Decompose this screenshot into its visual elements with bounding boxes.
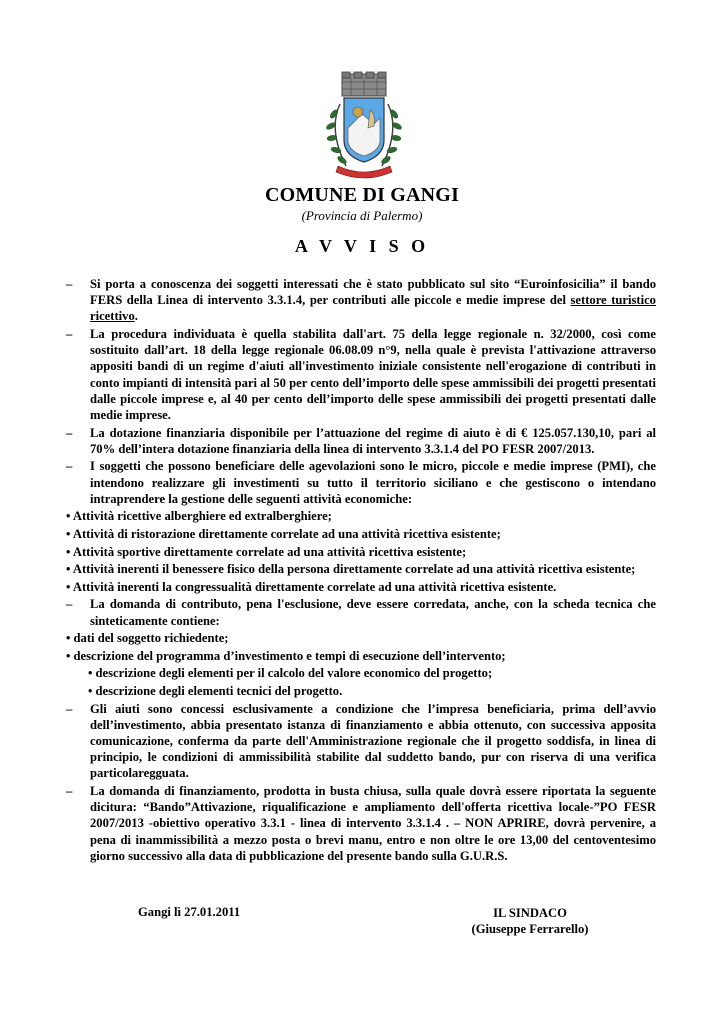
notice-body bbox=[66, 276, 656, 865]
signer-name: (Giuseppe Ferrarello) bbox=[471, 922, 589, 937]
signer-role: IL SINDACO bbox=[493, 906, 567, 920]
ribbon-shape bbox=[336, 166, 392, 178]
dash-mark: – bbox=[66, 277, 73, 291]
list-item-activity: • Attività di ristorazione direttamente correlate ad una attività ricettiva esistente; bbox=[66, 527, 501, 541]
dash-mark: – bbox=[66, 783, 73, 798]
dash-mark: – bbox=[66, 327, 73, 341]
paragraph-finanziamento: – La domanda di finanziamento, prodotta in busta chiusa, sulla quale dovrà essere riportata la seguente dicitura: “Bando”Attivazione, riqualificazione e ampliamento dell'offerta ricettiva locale-”PO FESR 2007/2013 -obiettivo operativo 3.3.1 - linea di intervento 3.3.1.4 . – NON APRIRE, dovrà pervenire, a pena di inammissibilità a mezzo posta o brevi manu, entro e non oltre le ore 13,00 del centoventesimo giorno successivo alla data di pubblicazione del presente bando sulla G.U.R.S. bbox=[66, 783, 656, 863]
underlined-sector: settore turistico ricettivo bbox=[90, 293, 656, 324]
paragraph-domanda: – La domanda di contributo, pena l'esclusione, deve essere corredata, anche, con la scheda tecnica che sinteticamente contiene: bbox=[66, 597, 656, 628]
list-item-scheda: • dati del soggetto richiedente; bbox=[66, 631, 229, 646]
list-subitem-scheda: • descrizione degli elementi per il calcolo del valore economico del progetto; bbox=[88, 666, 493, 681]
dash-mark: – bbox=[66, 425, 73, 440]
paragraph-bando: – Si porta a conoscenza dei soggetti interessati che è stato pubblicato sul sito “Euroinfosicilia” il bando FERS della Linea di intervento 3.3.1.4, per contributi alle piccole e medie imprese del settore turistico ricettivo. bbox=[66, 277, 656, 324]
dash-mark: – bbox=[66, 701, 73, 716]
list-item-activity: • Attività inerenti la congressualità direttamente correlate ad una attività ricettiva esistente. bbox=[66, 579, 557, 594]
paragraph-aiuti: – Gli aiuti sono concessi esclusivamente a condizione che l’impresa beneficiaria, prima dell’avvio dell’investimento, abbia presentato istanza di finanziamento e abbia ottenuto, con successiva apposita comunicazione, conferma da parte dell'Amministrazione regionale che il progetto soddisfa, in linea di principio, le condizioni di ammissibilità stabilite dal suddetto bando, pur con riserva di una verifica particolaregguata. bbox=[66, 701, 656, 781]
list-item-activity: • Attività ricettive alberghiere ed extralberghiere; bbox=[66, 509, 332, 524]
notice-heading: A V V I S O bbox=[294, 236, 430, 256]
paragraph-procedura: – La procedura individuata è quella stabilita dall'art. 75 della legge regionale n. 32/2000, così come sostituito dall’art. 18 della legge regionale 06.08.09 n°9, nella quale è prevista l'attivazione attraverso appositi bandi di un regime d'aiuti all'investimento iniziale consistente nell'erogazione di contributi in conto impianti di intensità pari al 50 per cento dell’importo delle spese ammissibili dei progetti presentati dalle piccole imprese e, al 40 per cento dell’importo delle spese ammissibili dei progetti presentati dalle medie imprese. bbox=[66, 327, 656, 423]
list-item-scheda: • descrizione del programma d’investimento e tempi di esecuzione dell’intervento; bbox=[66, 648, 506, 663]
list-item-activity: • Attività sportive direttamente correlate ad una attività ricettiva esistente; bbox=[66, 544, 467, 559]
paragraph-soggetti: – I soggetti che possono beneficiare delle agevolazioni sono le micro, piccole e medie imprese (PMI), che intendono realizzare gli investimenti su tutto il territorio siciliano e che gestiscono o intendano intraprendere la gestione delle seguenti attività economiche: bbox=[66, 459, 656, 506]
place-date: Gangi lì 27.01.2011 bbox=[138, 905, 241, 919]
dash-mark: – bbox=[66, 597, 73, 612]
signature-block bbox=[440, 905, 620, 937]
page-title: COMUNE DI GANGI bbox=[264, 184, 460, 206]
page-subtitle: (Provincia di Palermo) bbox=[301, 208, 423, 223]
coat-of-arms-icon bbox=[318, 70, 410, 182]
crown-icon bbox=[342, 72, 386, 96]
list-item-activity: • Attività inerenti il benessere fisico della persona direttamente correlate ad una attività ricettiva esistente; bbox=[66, 562, 636, 577]
paragraph-dotazione: – La dotazione finanziaria disponibile per l’attuazione del regime di aiuto è di € 125.057.130,10, pari al 70% dell’intera dotazione finanziaria della linea di intervento 3.3.1.4 del PO FESR 2007/2013. bbox=[66, 425, 656, 456]
dash-mark: – bbox=[66, 459, 73, 474]
list-subitem-scheda: • descrizione degli elementi tecnici del progetto. bbox=[88, 683, 343, 698]
